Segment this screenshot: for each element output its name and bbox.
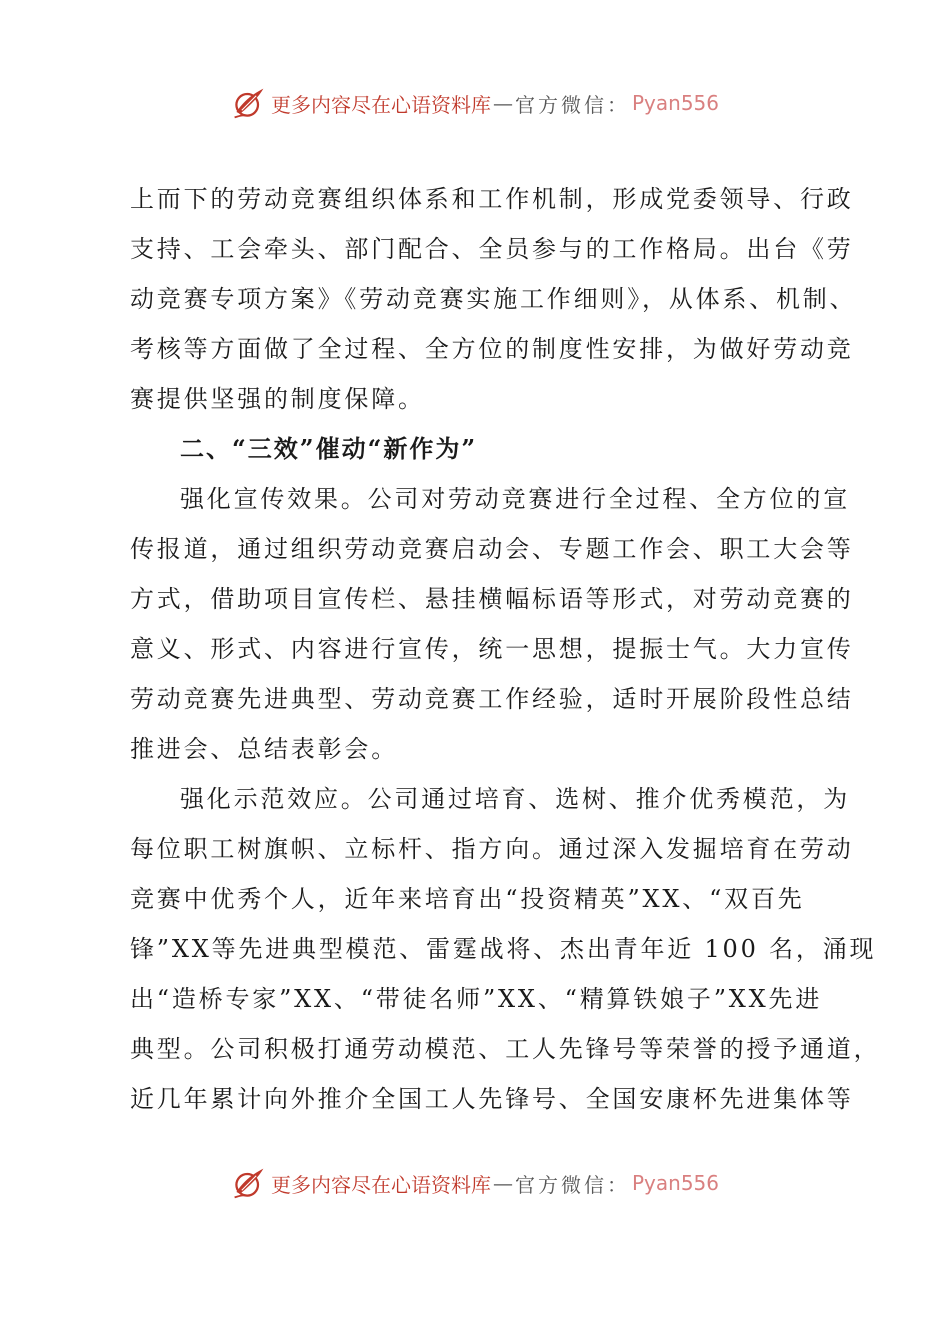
body-line: 考核等方面做了全过程、全方位的制度性安排，为做好劳动竞	[130, 335, 854, 363]
body-line: 劳动竞赛先进典型、劳动竞赛工作经验，适时开展阶段性总结	[130, 685, 854, 713]
quill-pen-logo-icon	[231, 85, 267, 121]
body-line: 竞赛中优秀个人，近年来培育出“投资精英”XX、“双百先	[130, 885, 805, 913]
banner-brand-text: 更多内容尽在心语资料库	[270, 92, 491, 117]
body-line: 赛提供坚强的制度保障。	[130, 385, 425, 413]
body-line: 动竞赛专项方案》《劳动竞赛实施工作细则》，从体系、机制、	[130, 285, 857, 313]
banner-wechat-id: Pyan556	[631, 1171, 719, 1195]
banner-separator: —	[492, 1171, 513, 1195]
body-line: 方式，借助项目宣传栏、悬挂横幅标语等形式，对劳动竞赛的	[130, 585, 854, 613]
document-body	[130, 174, 881, 1124]
paragraph-first-line: 强化宣传效果。公司对劳动竞赛进行全过程、全方位的宣	[180, 485, 850, 513]
body-line: 支持、工会牵头、部门配合、全员参与的工作格局。出台《劳	[130, 235, 854, 263]
body-line: 传报道，通过组织劳动竞赛启动会、专题工作会、职工大会等	[130, 535, 854, 563]
banner-brand-text: 更多内容尽在心语资料库	[270, 1172, 491, 1197]
body-line: 每位职工树旗帜、立标杆、指方向。通过深入发掘培育在劳动	[130, 835, 854, 863]
body-line: 锋”XX等先进典型模范、雷霆战将、杰出青年近 100 名，涌现	[130, 935, 877, 963]
body-line: 近几年累计向外推介全国工人先锋号、全国安康杯先进集体等	[130, 1085, 854, 1113]
banner-wechat-label: 官方微信：	[514, 1172, 630, 1197]
banner-wechat-id: Pyan556	[631, 91, 719, 115]
quill-pen-logo-icon	[231, 1165, 267, 1201]
footer-banner	[0, 1158, 950, 1208]
banner-wechat-label: 官方微信：	[514, 92, 630, 117]
body-line: 意义、形式、内容进行宣传，统一思想，提振士气。大力宣传	[130, 635, 854, 663]
header-banner	[0, 78, 950, 128]
body-line: 出“造桥专家”XX、“带徒名师”XX、“精算铁娘子”XX先进	[130, 985, 823, 1013]
section-heading: 二、“三效”催动“新作为”	[180, 434, 478, 463]
body-line: 上而下的劳动竞赛组织体系和工作机制，形成党委领导、行政	[130, 185, 854, 213]
paragraph-first-line: 强化示范效应。公司通过培育、选树、推介优秀模范，为	[180, 785, 850, 813]
body-line: 推进会、总结表彰会。	[130, 735, 398, 763]
body-line: 典型。公司积极打通劳动模范、工人先锋号等荣誉的授予通道，	[130, 1035, 881, 1063]
banner-separator: —	[492, 91, 513, 115]
